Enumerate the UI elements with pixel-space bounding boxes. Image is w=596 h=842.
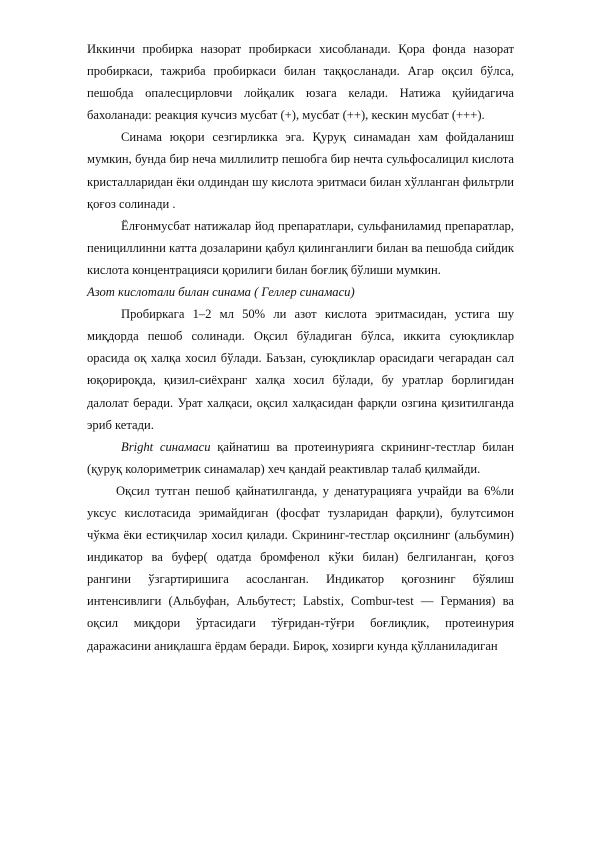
document-body — [87, 38, 514, 657]
paragraph-nitric-acid-text: Пробиркага 1–2 мл 50% ли азот кислота эритмасидан, устига шу миқдорда пешоб солинади. Оқсил бўладиган бўлса, иккита суюқликлар орасида оқ халқа хосил бўлади. Баъзан, суюқликлар орасидаги чегарадан сал юқорироқда, қизил-сиёхранг халқа хосил бўлади, бу уратлар борлигидан далолат беради. Урат халқаси, оқсил халқасидан фарқли озгина қизитилганда эриб кетади. — [87, 307, 514, 432]
bright-test-term: Bright синамаси — [121, 439, 211, 454]
paragraph-false-positive: Ёлғонмусбат натижалар йод препаратлари, сульфаниламид препаратлар, пенициллинни катта дозаларини қабул қилинганлиги билан ва пешобда сийдик кислота концентрацияси қорилиги билан боғлиқ бўлиши мумкин. — [87, 218, 514, 277]
paragraph-nitric-acid-procedure — [87, 303, 514, 436]
section-heading-heller-test: Азот кислотали билан синама ( Геллер синамаси) — [87, 285, 355, 300]
paragraph-bright-test — [87, 436, 514, 480]
bright-test-text: қайнатиш ва протеинурияга скрининг-тестлар билан (қуруқ колориметрик синамалар) хеч қандай реактивлар талаб қилмайди. — [87, 439, 514, 476]
paragraph-control-tube: Иккинчи пробирка назорат пробиркаси хисобланади. Қора фонда назорат пробиркаси, тажриба пробиркаси билан таққосланади. Агар оқсил бўлса, пешобда опалесцирловчи лойқалик юзага келади. Натижа қуйидагича бахоланади: реакция кучсиз мусбат (+), мусбат (++), кескин мусбат (+++). — [87, 42, 514, 123]
paragraph-screening-tests: Оқсил тутган пешоб қайнатилганда, у денатурацияга учрайди ва 6%ли уксус кислотасида эримайдиган (фосфат тузларидан фарқли), булутсимон чўкма ёки естиқчилар хосил қилади. Скрининг-тестлар оқсилнинг (альбумин) индикатор ва буфер( одатда бромфенол кўки билан) белгиланган, қоғоз рангини ўзгартиришига асосланган. Индикатор қоғознинг бўялиш интенсивлиги (Альбуфан, Альбутест; Labstix, Combur-test — Германия) ва оқсил миқдори ўртасидаги тўғридан-тўғри боғлиқлик, протеинурия даражасини аниқлашга ёрдам беради. Бироқ, хозирги кунда қўлланиладиган — [87, 483, 514, 653]
paragraph-dry-test: Синама юқори сезгирликка эга. Қуруқ синамадан хам фойдаланиш мумкин, бунда бир неча миллилитр пешобга бир нечта сульфосалицил кислота кристалларидан ёки олдиндан шу кислота эритмаси билан хўлланган фильтрли қоғоз солинади . — [87, 130, 514, 211]
